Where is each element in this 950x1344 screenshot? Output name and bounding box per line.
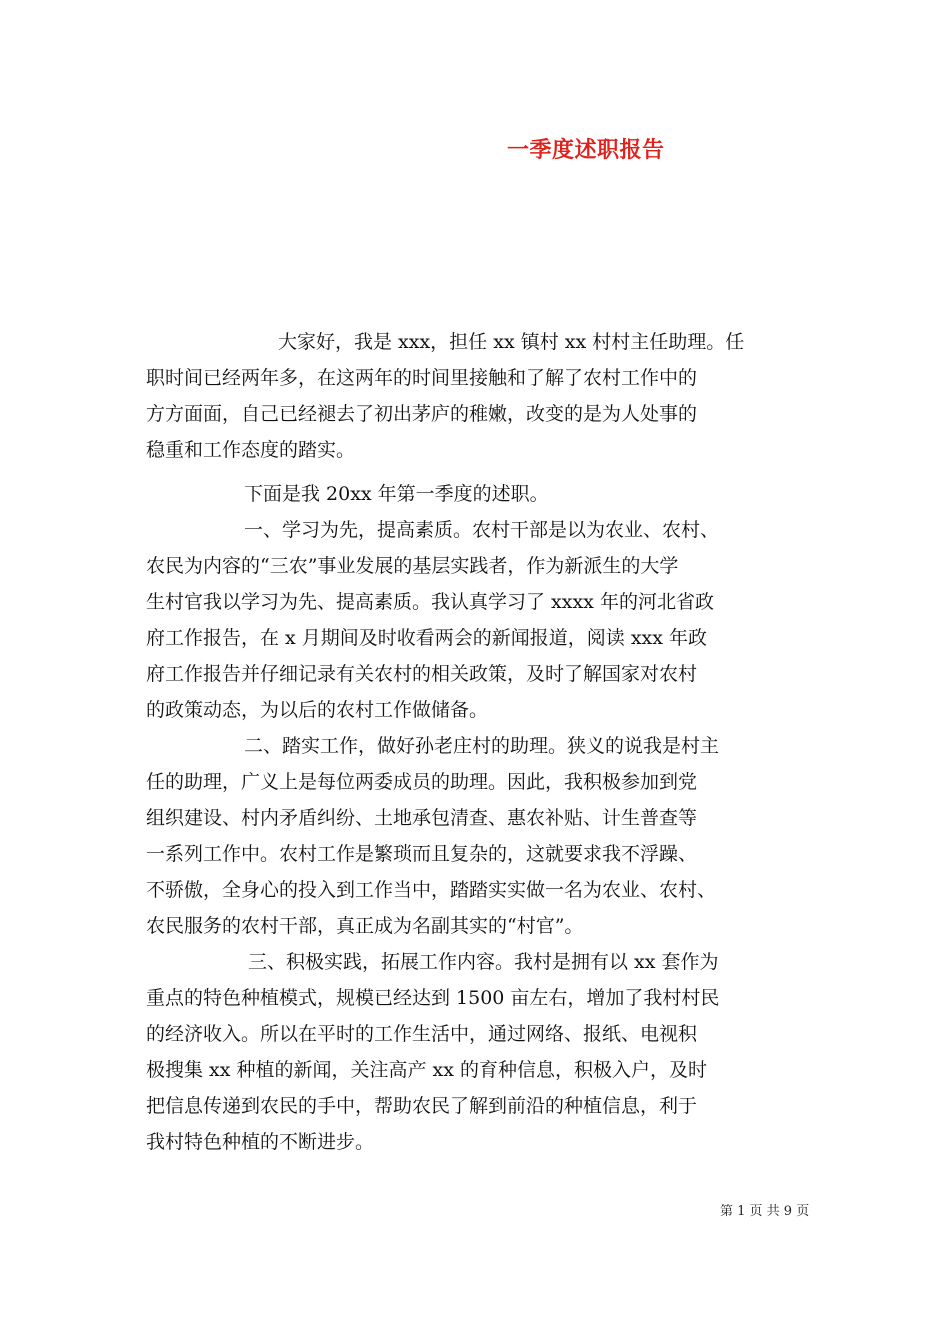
- paragraph-line: 稳重和工作态度的踏实。: [146, 439, 356, 461]
- paragraph-line: 一系列工作中。农村工作是繁琐而且复杂的，这就要求我不浮躁、: [146, 843, 698, 865]
- paragraph-line: 三、积极实践，拓展工作内容。我村是拥有以 xx 套作为: [248, 951, 719, 973]
- paragraph-line: 二、踏实工作，做好孙老庄村的助理。狭义的说我是村主: [244, 735, 720, 757]
- paragraph-line: 任的助理，广义上是每位两委成员的助理。因此，我积极参加到党: [146, 771, 698, 793]
- paragraph-line: 把信息传递到农民的手中，帮助农民了解到前沿的种植信息，利于: [146, 1095, 698, 1117]
- paragraph-line: 组织建设、村内矛盾纠纷、土地承包清查、惠农补贴、计生普查等: [146, 807, 698, 829]
- paragraph-line: 农民服务的农村干部，真正成为名副其实的“村官”。: [146, 915, 584, 937]
- paragraph-line: 方方面面，自己已经褪去了初出茅庐的稚嫩，改变的是为人处事的: [146, 403, 698, 425]
- paragraph-line: 府工作报告并仔细记录有关农村的相关政策，及时了解国家对农村: [146, 663, 698, 685]
- paragraph-line: 生村官我以学习为先、提高素质。我认真学习了 xxxx 年的河北省政: [146, 591, 714, 613]
- paragraph-line: 的经济收入。所以在平时的工作生活中，通过网络、报纸、电视积: [146, 1023, 698, 1045]
- paragraph-line: 大家好，我是 xxx，担任 xx 镇村 xx 村村主任助理。任: [278, 331, 745, 353]
- paragraph-line: 极搜集 xx 种植的新闻，关注高产 xx 的育种信息，积极入户，及时: [146, 1059, 708, 1081]
- page-number-footer: 第 1 页 共 9 页: [720, 1204, 810, 1219]
- paragraph-line: 一、学习为先，提高素质。农村干部是以为农业、农村、: [244, 519, 720, 541]
- paragraph-line: 农民为内容的“三农”事业发展的基层实践者，作为新派生的大学: [146, 555, 679, 577]
- paragraph-line: 府工作报告，在 x 月期间及时收看两会的新闻报道，阅读 xxx 年政: [146, 627, 708, 649]
- paragraph-line: 的政策动态，为以后的农村工作做储备。: [146, 699, 489, 721]
- document-title: 一季度述职报告: [507, 137, 665, 163]
- paragraph-line: 职时间已经两年多，在这两年的时间里接触和了解了农村工作中的: [146, 367, 698, 389]
- paragraph-line: 重点的特色种植模式，规模已经达到 1500 亩左右，增加了我村村民: [146, 987, 720, 1009]
- document-body: [146, 324, 836, 1160]
- paragraph-line: 不骄傲，全身心的投入到工作当中，踏踏实实做一名为农业、农村、: [146, 879, 717, 901]
- paragraph-line: 下面是我 20xx 年第一季度的述职。: [244, 483, 549, 505]
- paragraph-line: 我村特色种植的不断进步。: [146, 1131, 375, 1153]
